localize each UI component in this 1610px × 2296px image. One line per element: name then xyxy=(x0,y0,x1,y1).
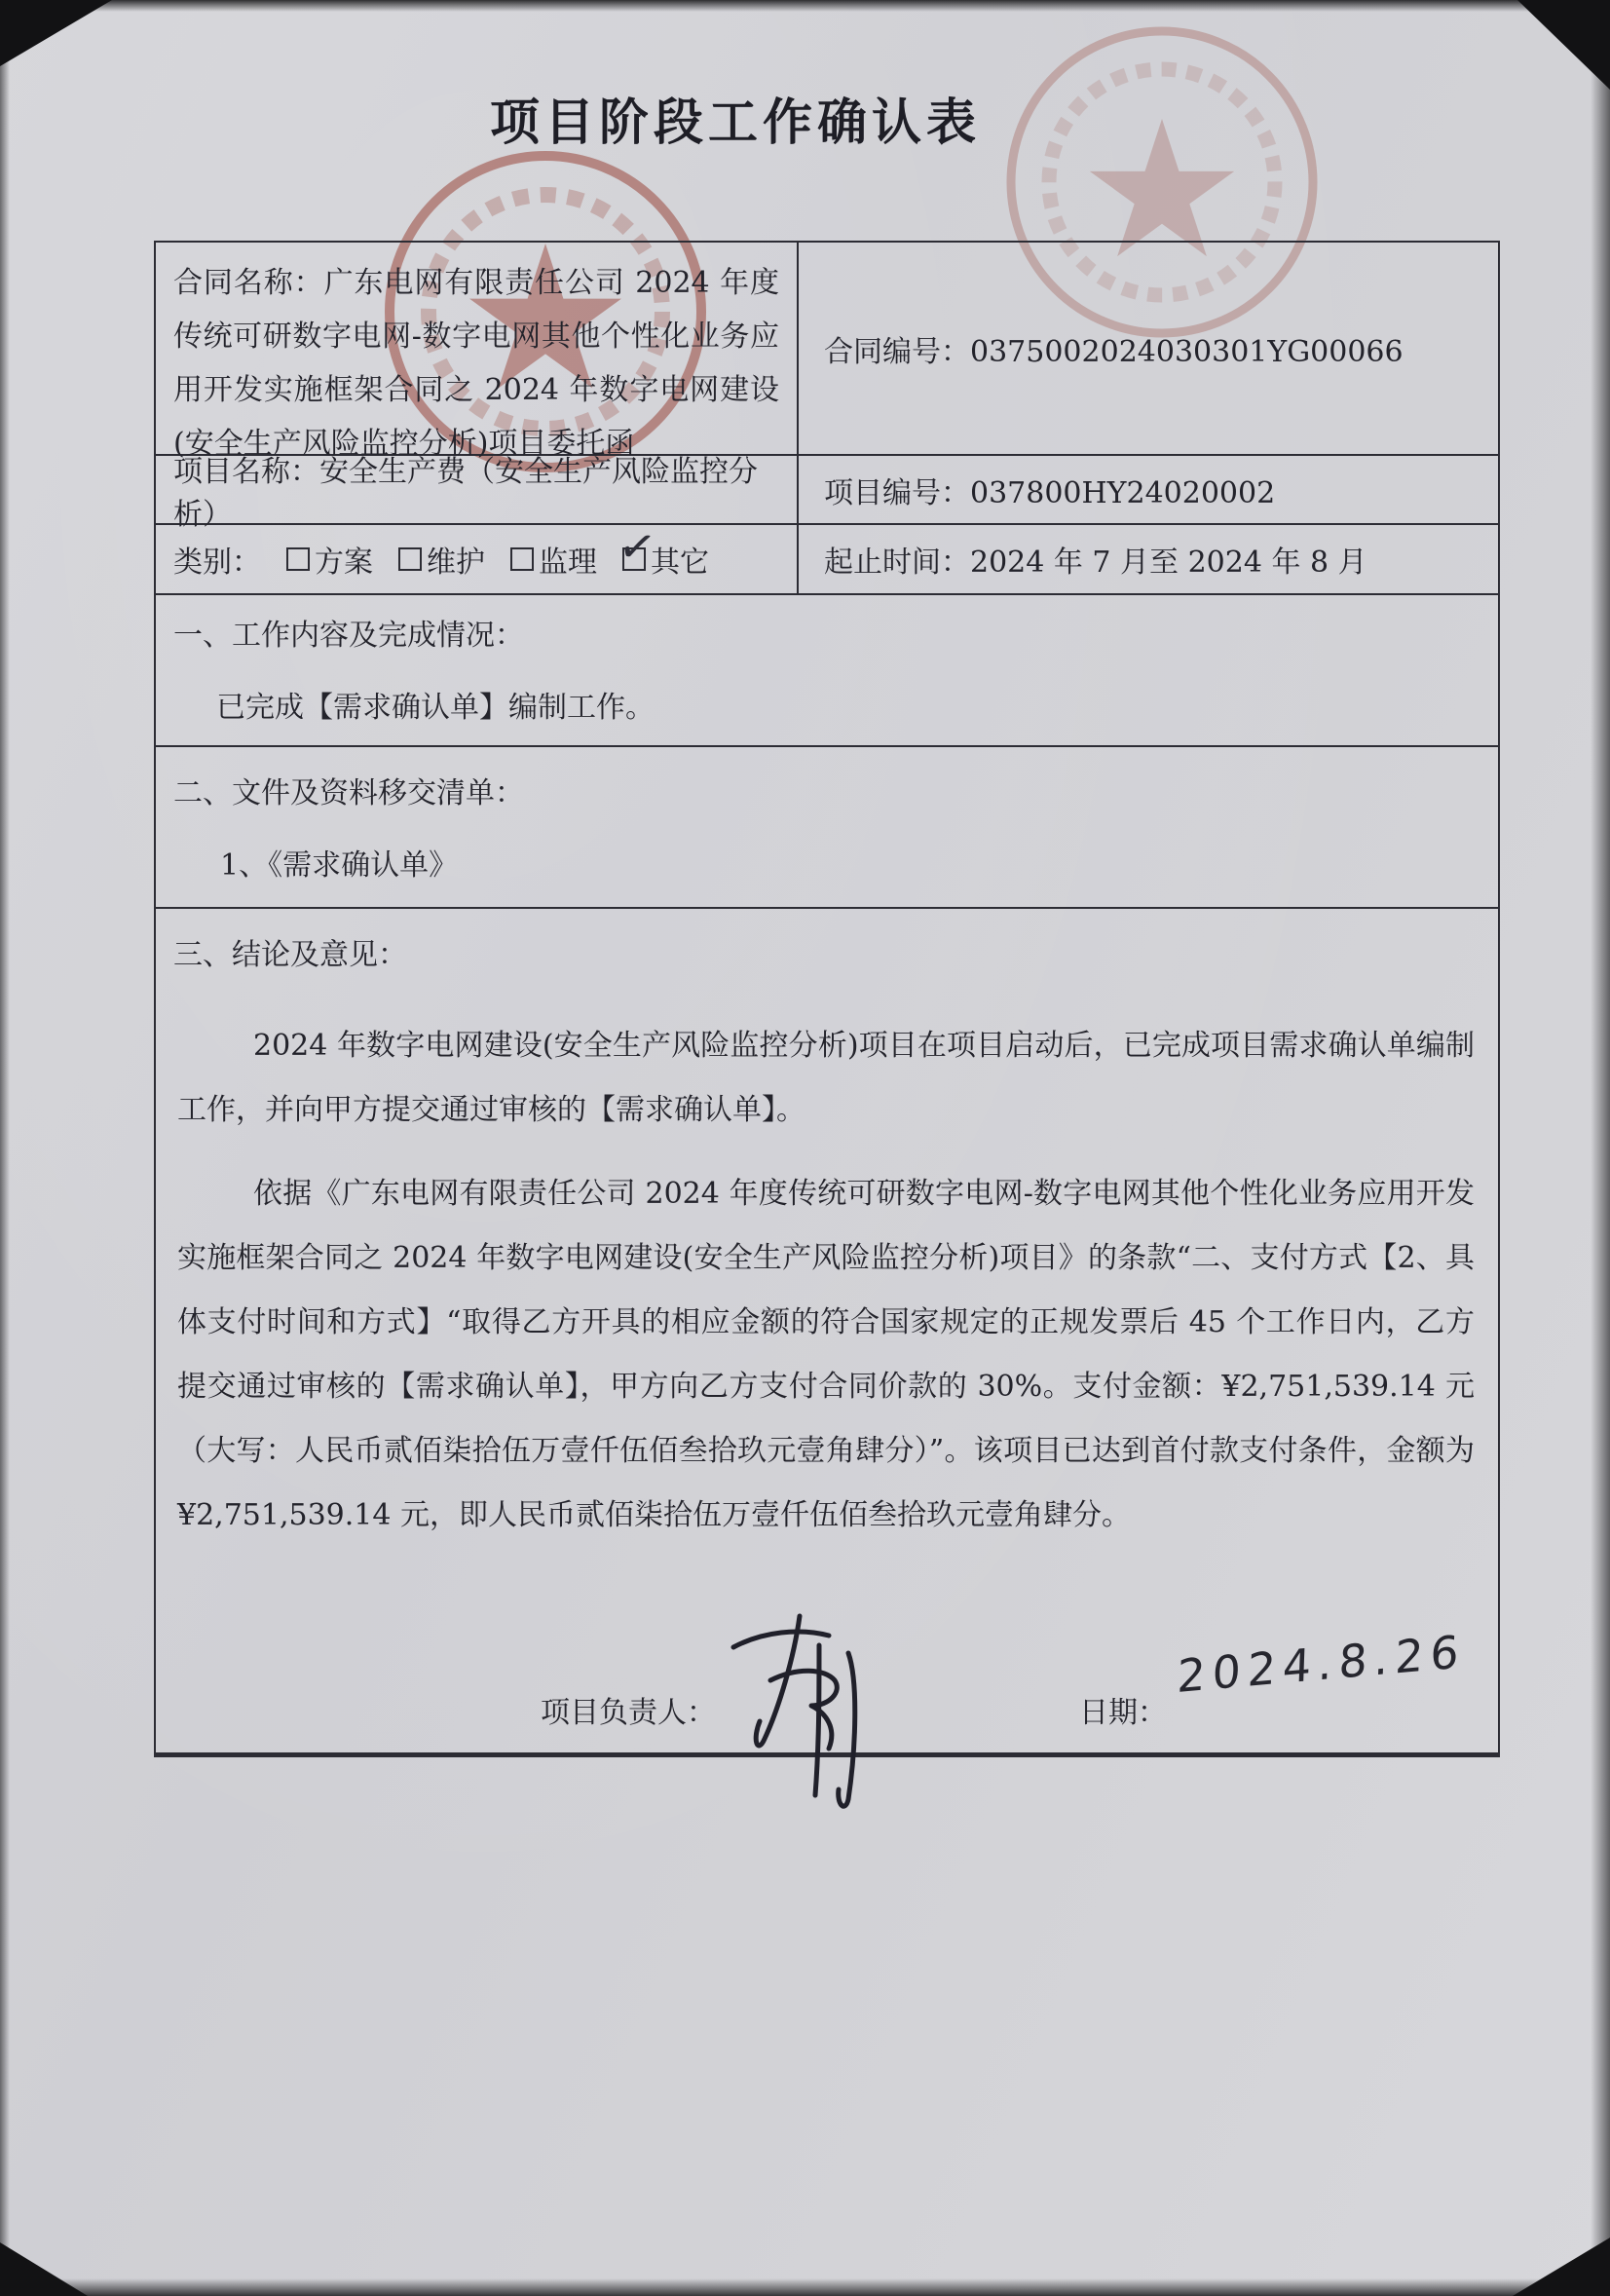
option-label: 监理 xyxy=(539,546,597,580)
checkbox-unchecked-icon xyxy=(286,547,310,571)
row-project xyxy=(156,454,1498,532)
checkbox-option-plan xyxy=(286,538,373,581)
form-table xyxy=(154,241,1500,1757)
section-1-body: 已完成【需求确认单】编制工作。 xyxy=(216,691,655,725)
contract-no-cell: 合同编号：0375002024030301YG00066 xyxy=(824,334,1404,369)
checkbox-option-maintain xyxy=(398,538,485,581)
checkbox-unchecked-icon xyxy=(398,547,422,571)
option-label: 其它 xyxy=(651,546,709,580)
section-2-heading: 二、文件及资料移交清单： xyxy=(173,776,524,810)
checkbox-option-supervise xyxy=(510,538,597,581)
scan-corner-bottom-left xyxy=(0,2242,88,2296)
category-cell xyxy=(156,517,799,593)
scan-shadow-top xyxy=(0,0,1610,12)
scan-shadow-bottom xyxy=(0,2278,1610,2296)
checkbox-unchecked-icon xyxy=(510,547,534,571)
row-section-3 xyxy=(156,909,1498,1752)
row-category xyxy=(156,517,1498,595)
category-label: 类别： xyxy=(173,546,261,580)
checkbox-option-other xyxy=(615,517,709,581)
scan-shadow-right xyxy=(1591,0,1610,2296)
row-contract xyxy=(156,243,1498,461)
section-3-heading: 三、结论及意见： xyxy=(173,938,407,972)
handwritten-check-icon: ✓ xyxy=(615,517,660,576)
scan-corner-bottom-right xyxy=(1513,2238,1610,2296)
checkbox-checked-icon xyxy=(615,517,660,576)
section-1-heading: 一、工作内容及完成情况： xyxy=(173,619,524,653)
contract-name-cell: 合同名称：广东电网有限责任公司 2024 年度传统可研数字电网-数字电网其他个性化业务应用开发实施框架合同之 2024 年数字电网建设(安全生产风险监控分析)项目委托函 xyxy=(156,243,799,454)
section-2-item: 1、《需求确认单》 xyxy=(220,848,459,883)
handwritten-signature xyxy=(706,1591,901,1815)
handwritten-date: 2024.8.26 xyxy=(1176,1624,1467,1704)
scan-shadow-left xyxy=(0,0,10,2296)
scan-corner-top-right xyxy=(1517,0,1610,90)
conclusion-paragraph-1: 2024 年数字电网建设(安全生产风险监控分析)项目在项目启动后，已完成项目需求确认单编制工作，并向甲方提交通过审核的【需求确认单】。 xyxy=(177,1029,1475,1127)
project-name-cell: 项目名称：安全生产费（安全生产风险监控分析） xyxy=(156,456,799,523)
project-leader-label: 项目负责人： xyxy=(541,1696,716,1730)
row-section-2 xyxy=(156,747,1498,909)
project-no-cell: 项目编号：037800HY24020002 xyxy=(824,475,1276,510)
period-cell: 起止时间：2024 年 7 月至 2024 年 8 月 xyxy=(824,546,1367,580)
conclusion-paragraph-2: 依据《广东电网有限责任公司 2024 年度传统可研数字电网-数字电网其他个性化业务应用开发实施框架合同之 2024 年数字电网建设(安全生产风险监控分析)项目》的条款“二、支付方式【2、具体支付时间和方式】“取得乙方开具的相应金额的符合国家规定的正规发票后 45 个工作日内，乙方提交通过审核的【需求确认单】，甲方向乙方支付合同价款的 30%。支付金额：¥2,751,539.14 元（大写：人民币贰佰柒拾伍万壹仟伍佰叁拾玖元壹角肆分）”。该项目已达到首付款支付条件，金额为¥2,751,539.14 元，即人民币贰佰柒拾伍万壹仟伍佰叁拾玖元壹角肆分。 xyxy=(177,1177,1475,1532)
option-label: 方案 xyxy=(315,546,373,580)
option-label: 维护 xyxy=(427,546,485,580)
date-label: 日期： xyxy=(1079,1696,1167,1730)
row-section-1 xyxy=(156,595,1498,747)
scan-corner-top-left xyxy=(0,0,112,66)
page-title: 项目阶段工作确认表 xyxy=(489,94,981,150)
